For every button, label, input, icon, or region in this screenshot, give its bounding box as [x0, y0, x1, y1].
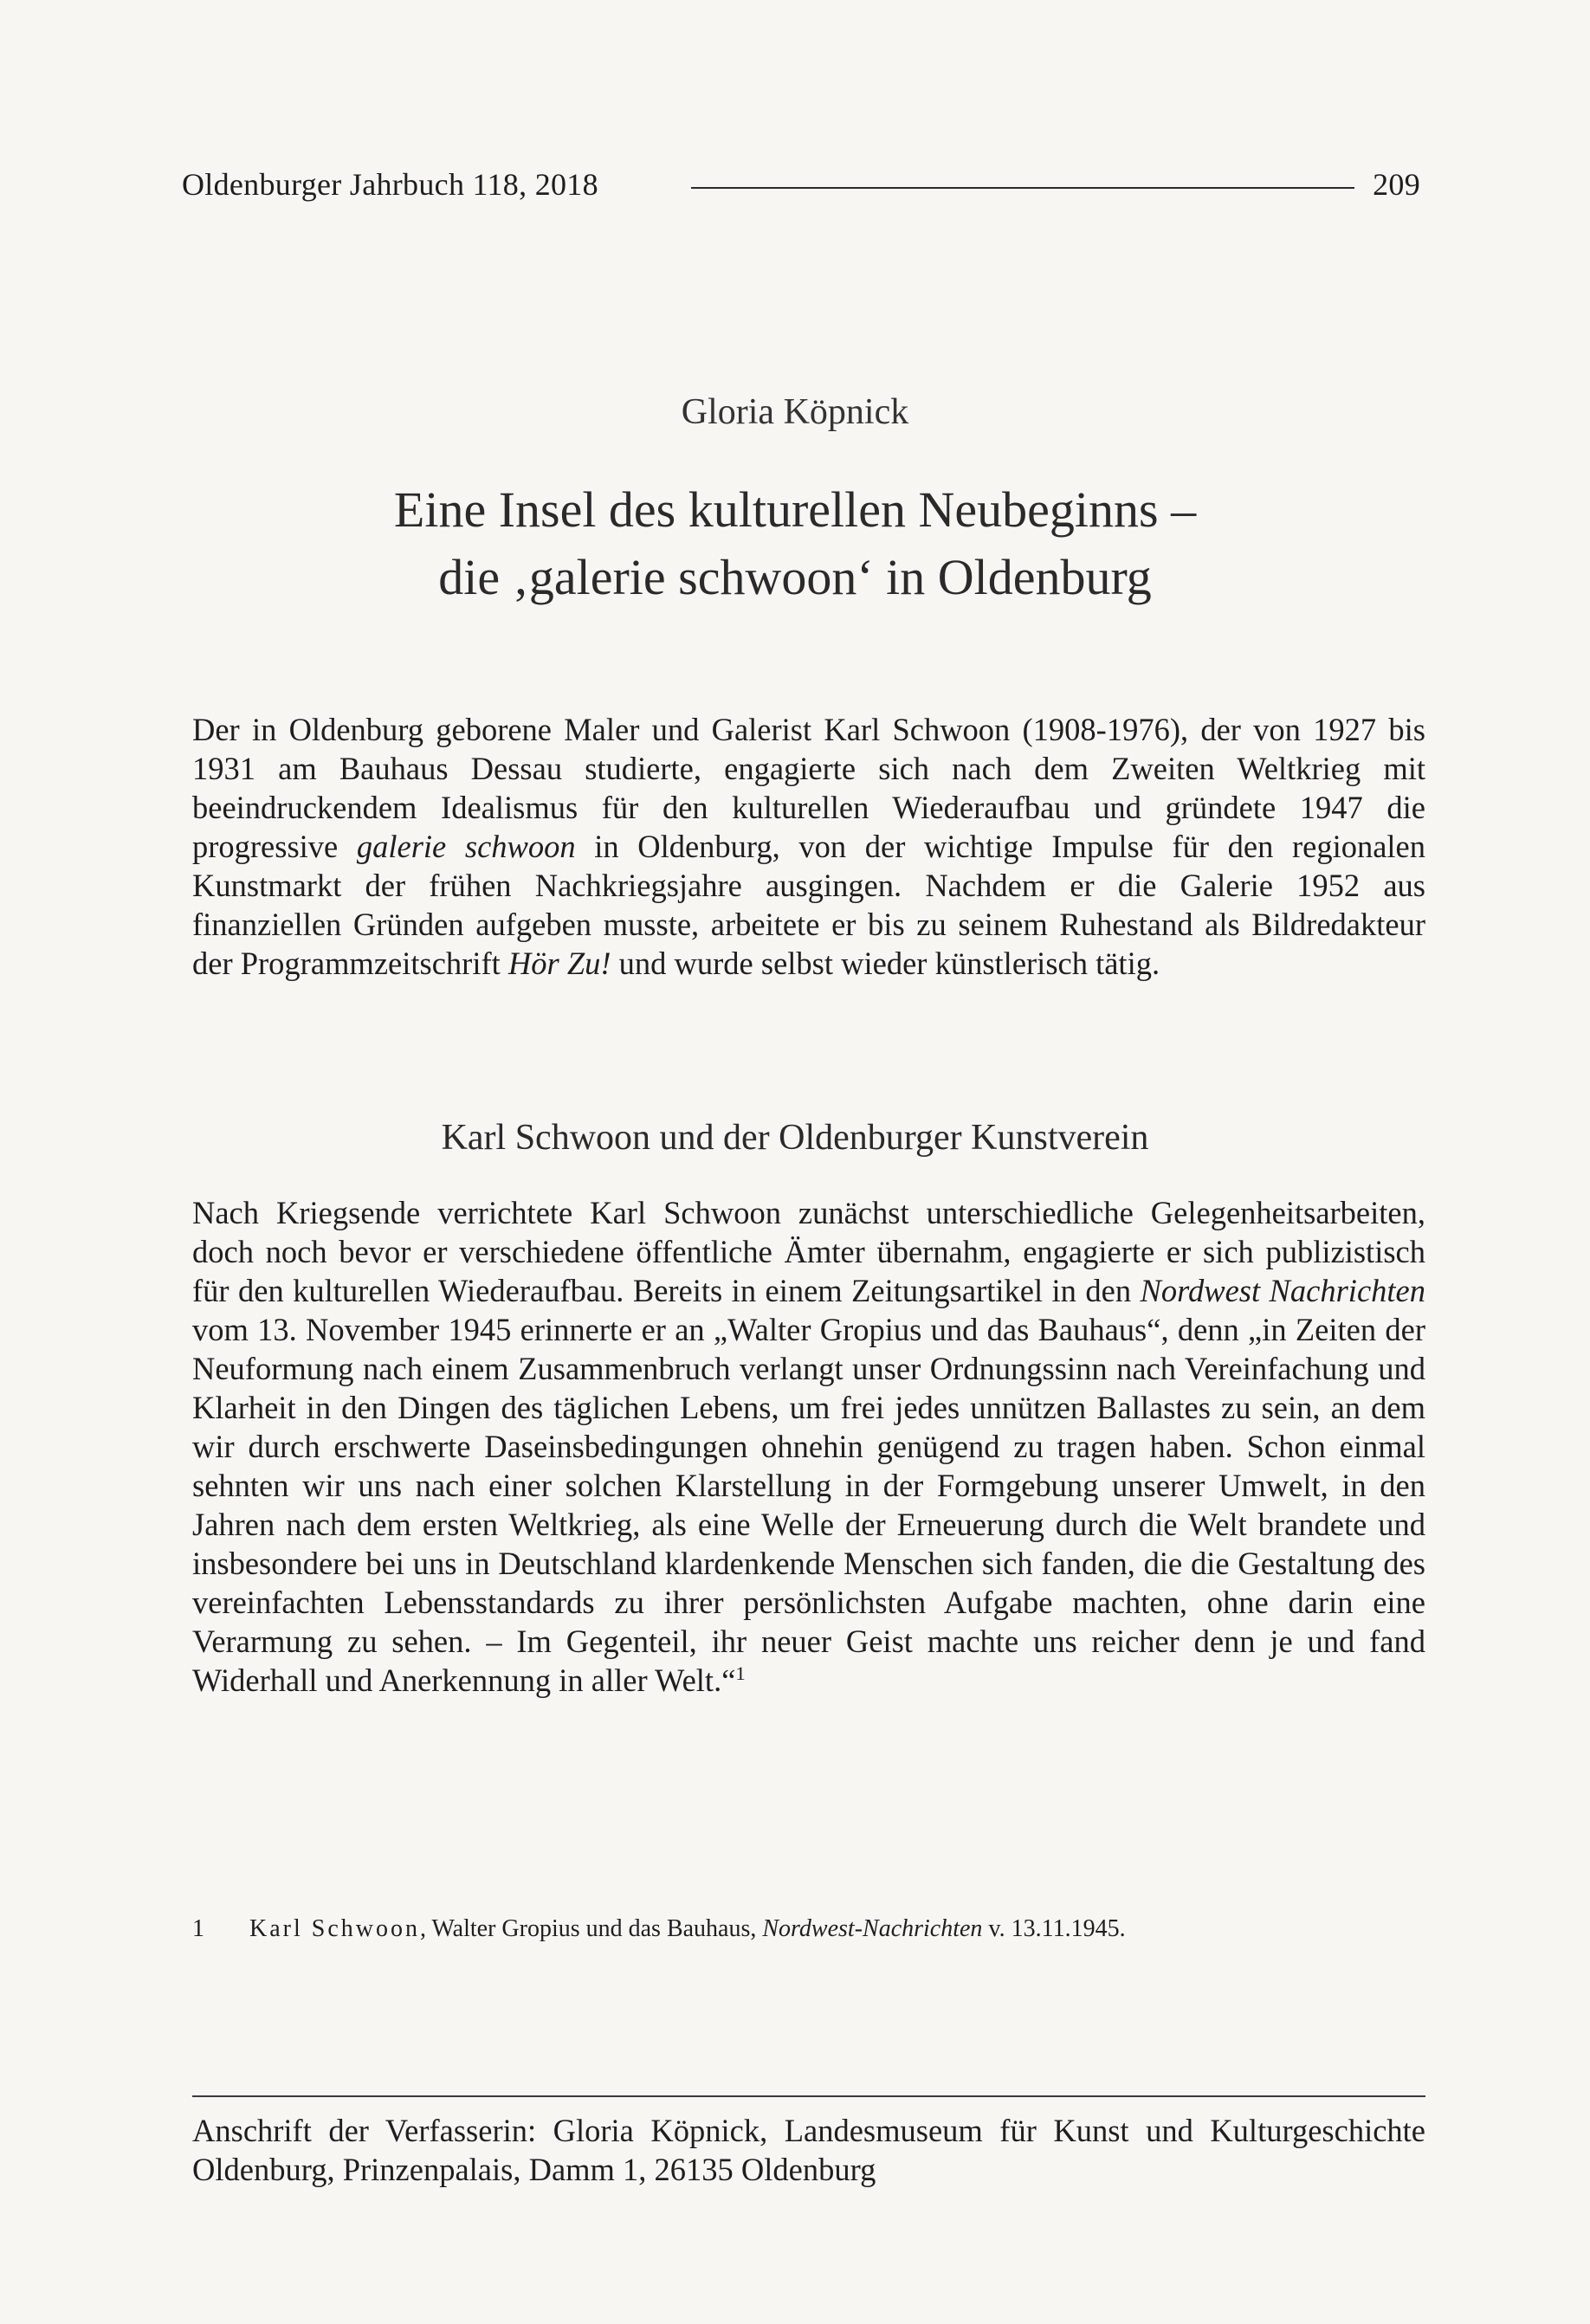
abstract-text-3: und wurde selbst wieder künstlerisch tätig. — [611, 946, 1160, 981]
abstract-magazine-name: Hör Zu! — [507, 946, 611, 981]
journal-citation: Oldenburger Jahrbuch 118, 2018 — [182, 167, 598, 202]
footnote-number: 1 — [192, 1915, 204, 1942]
body-newspaper-name: Nordwest Nachrichten — [1140, 1273, 1425, 1308]
body-paragraph — [192, 1193, 1425, 1700]
footnote-author: Karl Schwoon — [249, 1915, 420, 1942]
abstract-text-1: Der in Oldenburg geborene Maler und Galerist Karl Schwoon (1908-1976), der von 1927 bis 1931 am Bauhaus Dessau studierte, engagierte sich nach dem Zweiten Weltkrieg mit beeindruckendem Idealismus für den kulturellen Wiederaufbau und gründete 1947 die progressive — [192, 712, 1425, 864]
author-address: Anschrift der Verfasserin: Gloria Köpnick, Landesmuseum für Kunst und Kulturgeschichte Oldenburg, Prinzenpalais, Damm 1, 26135 Oldenburg — [192, 2113, 1425, 2187]
section-heading: Karl Schwoon und der Oldenburger Kunstverein — [441, 1118, 1149, 1158]
running-head — [182, 166, 1420, 210]
footnote-reference[interactable]: 1 — [735, 1662, 746, 1684]
footnote — [192, 1914, 1425, 1945]
header-rule — [691, 187, 1354, 189]
author-name: Gloria Köpnick — [681, 392, 909, 432]
body-text-1: Nach Kriegsende verrichtete Karl Schwoon zunächst unterschiedliche Gelegenheitsarbeiten, doch noch bevor er verschiedene öffentliche Ämter übernahm, engagierte er sich publizistisch für den kulturellen Wiederaufbau. Bereits in einem Zeitungsartikel in den — [192, 1195, 1425, 1308]
abstract-gallery-name: galerie schwoon — [356, 829, 576, 864]
footnote-text-2: v. 13.11.1945. — [982, 1915, 1126, 1942]
footnote-text-1: , Walter Gropius und das Bauhaus, — [419, 1915, 763, 1942]
body-text-2: vom 13. November 1945 erinnerte er an „Walter Gropius und das Bauhaus“, denn „in Zeiten der Neuformung nach einem Zusammenbruch verlangt unser Ordnungssinn nach Vereinfachung und Klarheit in den Dingen des täglichen Lebens, um frei jedes unnützen Ballastes zu sein, an dem wir durch erschwerte Daseinsbedingungen ohnehin genügend zu tragen haben. Schon einmal sehnten wir uns nach einer solchen Klarstellung in der Formgebung unserer Umwelt, in den Jahren nach dem ersten Weltkrieg, als eine Welle der Erneuerung durch die Welt brandete und insbesondere bei uns in Deutschland klardenkende Menschen sich fanden, die die Gestaltung des vereinfachten Lebensstandards zu ihrer persönlichsten Aufgabe machten, ohne darin eine Verarmung zu sehen. – Im Gegenteil, ihr neuer Geist machte uns reicher denn je und fand Widerhall und Anerkennung in aller Welt.“ — [192, 1312, 1425, 1698]
page-number: 209 — [1373, 167, 1420, 202]
address-divider — [192, 2095, 1425, 2097]
footnote-source: Nordwest-Nachrichten — [762, 1915, 983, 1942]
abstract — [192, 710, 1425, 983]
title-line-2: die ‚galerie schwoon‘ in Oldenburg — [438, 549, 1152, 605]
abstract-text-2: in Oldenburg, von der wichtige Impulse für den regionalen Kunstmarkt der frühen Nachkriegsjahre ausgingen. Nachdem er die Galerie 1952 aus finanziellen Gründen aufgeben musste, arbeitete er bis zu seinem Ruhestand als Bildredakteur der Programmzeitschrift — [192, 829, 1425, 981]
article-title — [0, 476, 1590, 611]
title-line-1: Eine Insel des kulturellen Neubeginns – — [393, 481, 1197, 538]
